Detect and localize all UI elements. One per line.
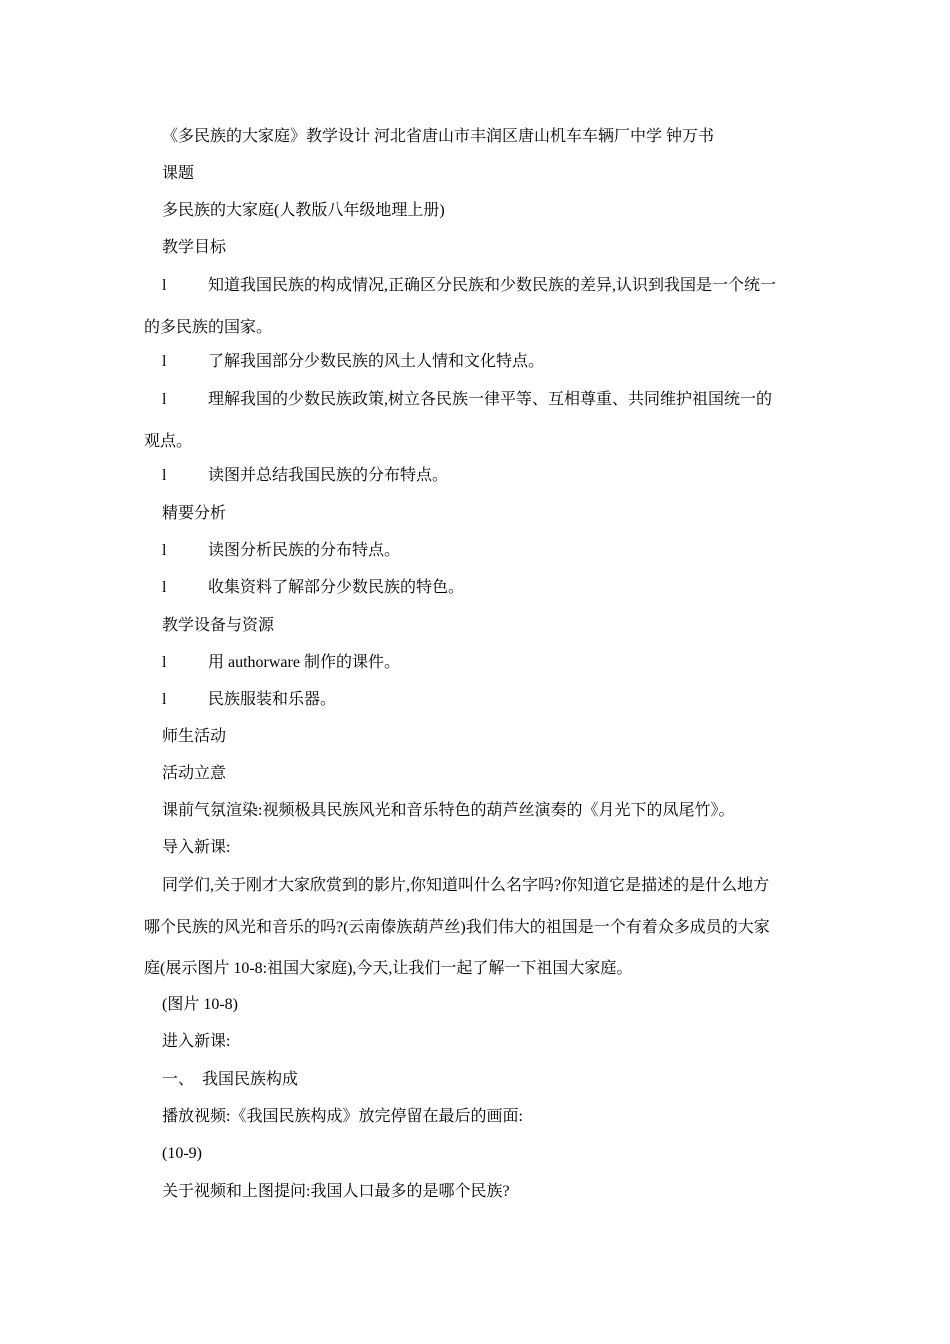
heading-intent: 活动立意 — [162, 765, 227, 782]
figure-reference-2: (10-9) — [162, 1145, 202, 1162]
goal-2: 了解我国部分少数民族的风土人情和文化特点。 — [208, 353, 545, 370]
bullet-marker: l — [162, 579, 167, 596]
goal-1-line-1: 知道我国民族的构成情况,正确区分民族和少数民族的差异,认识到我国是一个统一 — [208, 277, 777, 294]
warmup-text: 课前气氛渲染:视频极具民族风光和音乐特色的葫芦丝演奏的《月光下的凤尾竹》。 — [162, 802, 735, 819]
heading-topic: 课题 — [162, 165, 195, 182]
bullet-marker: l — [162, 353, 167, 370]
question-text: 关于视频和上图提问:我国人口最多的是哪个民族? — [162, 1183, 510, 1200]
analysis-2: 收集资料了解部分少数民族的特色。 — [208, 579, 465, 596]
bullet-marker: l — [162, 542, 167, 559]
goal-3-line-1: 理解我国的少数民族政策,树立各民族一律平等、互相尊重、共同维护祖国统一的 — [208, 391, 773, 408]
bullet-marker: l — [162, 391, 167, 408]
goal-4: 读图并总结我国民族的分布特点。 — [208, 467, 449, 484]
bullet-marker: l — [162, 691, 167, 708]
goal-1-line-2: 的多民族的国家。 — [144, 319, 273, 336]
bullet-marker: l — [162, 654, 167, 671]
heading-goals: 教学目标 — [162, 239, 227, 256]
analysis-1: 读图分析民族的分布特点。 — [208, 542, 401, 559]
bullet-marker: l — [162, 277, 167, 294]
intro-label: 导入新课: — [162, 839, 231, 856]
intro-line-1: 同学们,关于刚才大家欣赏到的影片,你知道叫什么名字吗?你知道它是描述的是什么地方 — [162, 877, 770, 894]
resource-1: 用 authorware 制作的课件。 — [208, 654, 400, 671]
goal-3-line-2: 观点。 — [144, 433, 193, 450]
document-title: 《多民族的大家庭》教学设计 河北省唐山市丰润区唐山机车车辆厂中学 钟万书 — [162, 128, 715, 145]
heading-analysis: 精要分析 — [162, 505, 227, 522]
bullet-marker: l — [162, 467, 167, 484]
new-lesson-label: 进入新课: — [162, 1033, 231, 1050]
section-1-title: 我国民族构成 — [202, 1071, 299, 1088]
heading-activities: 师生活动 — [162, 728, 227, 745]
section-1-number: 一、 — [162, 1071, 195, 1088]
resource-2: 民族服装和乐器。 — [208, 691, 337, 708]
figure-reference-1: (图片 10-8) — [162, 996, 238, 1013]
video-play-text: 播放视频:《我国民族构成》放完停留在最后的画面: — [162, 1108, 523, 1125]
intro-line-2: 哪个民族的风光和音乐的吗?(云南傣族葫芦丝)我们伟大的祖国是一个有着众多成员的大家 — [144, 919, 770, 936]
heading-resources: 教学设备与资源 — [162, 617, 275, 634]
intro-line-3: 庭(展示图片 10-8:祖国大家庭),今天,让我们一起了解一下祖国大家庭。 — [144, 960, 633, 977]
topic-text: 多民族的大家庭(人教版八年级地理上册) — [162, 202, 445, 219]
